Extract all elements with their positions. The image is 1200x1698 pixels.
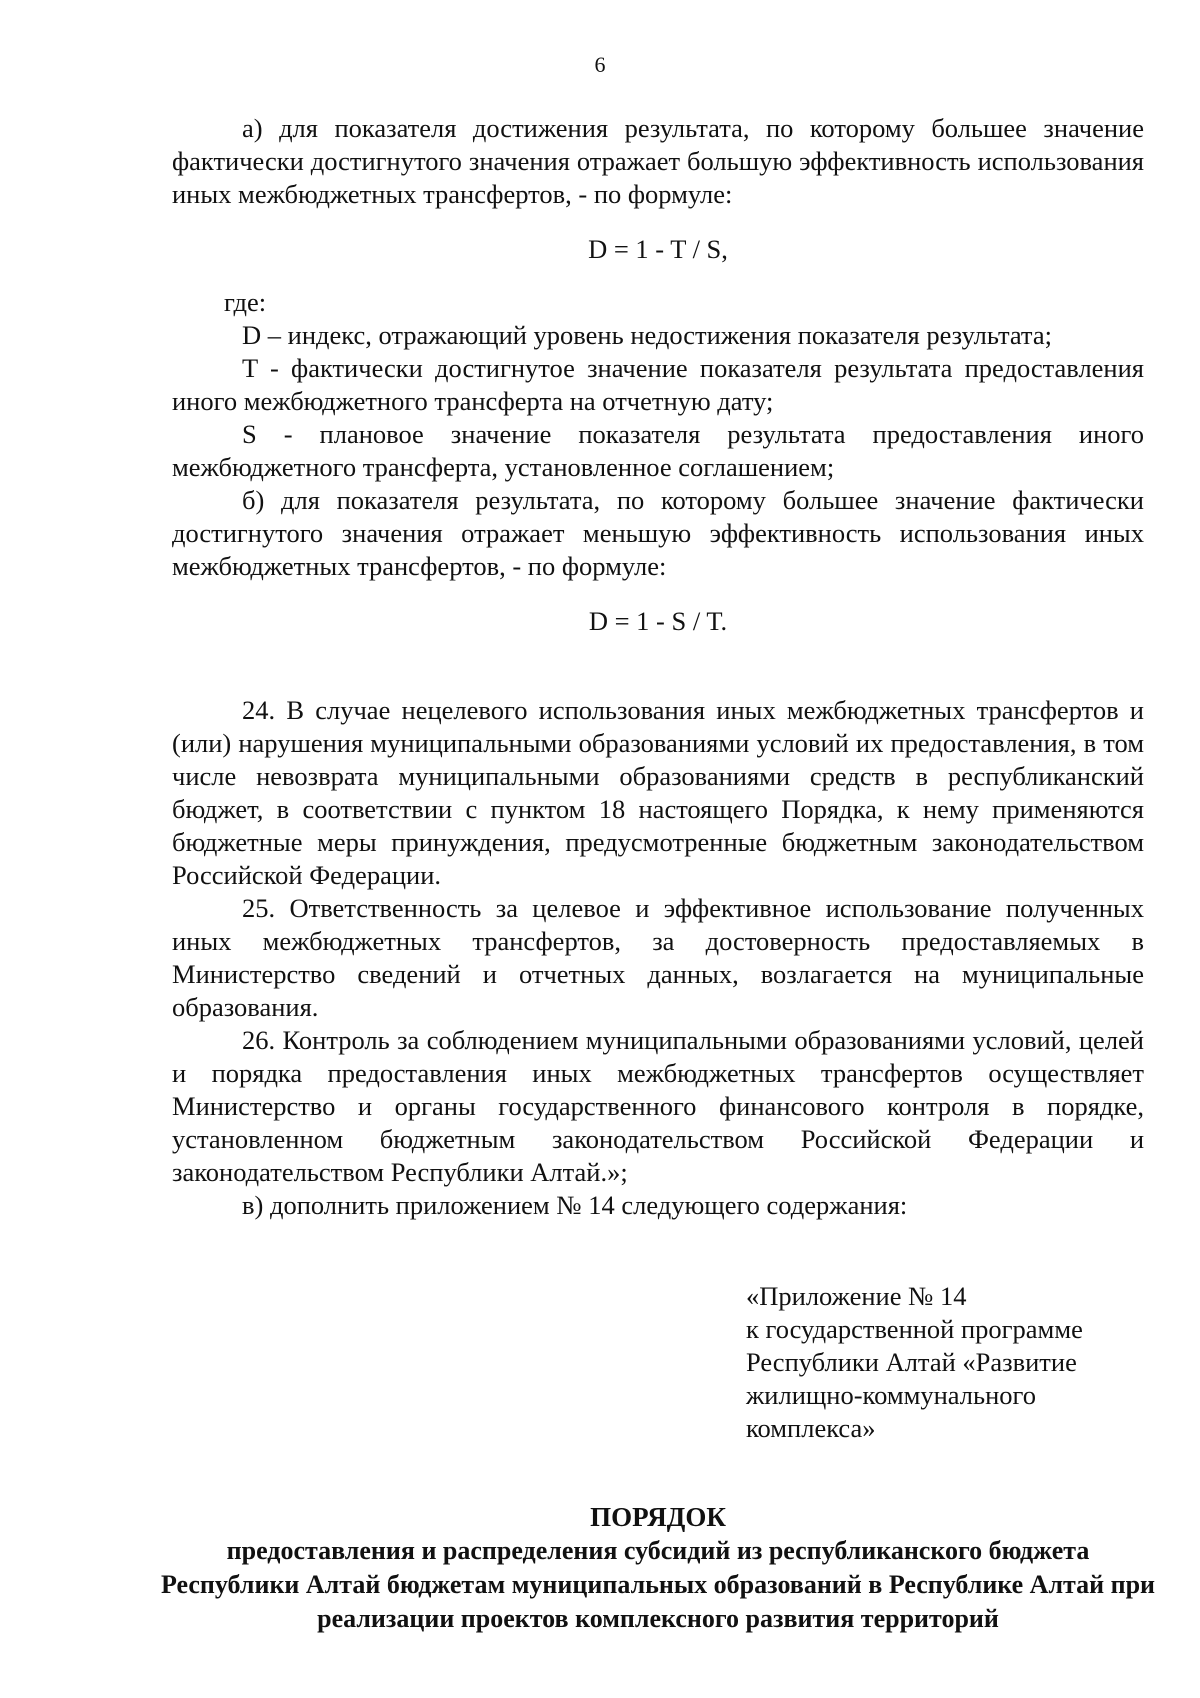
paragraph-26: 26. Контроль за соблюдением муниципальными образованиями условий, целей и порядка предоставления иных межбюджетных трансфертов осуществляет Министерство и органы государственного финансового контроля в порядке, установленном бюджетным законодательством Российской Федерации и законодательством Республики Алтай.»; (172, 1025, 1144, 1187)
appendix-line: «Приложение № 14 (746, 1281, 967, 1311)
paragraph-25: 25. Ответственность за целевое и эффективное использование полученных иных межбюджетных трансфертов, за достоверность предоставляемых в Министерство сведений и отчетных данных, возлагается на муниципальные образования. (172, 893, 1144, 1022)
appendix-header (746, 1280, 1146, 1445)
appendix-line: Республики Алтай «Развитие (746, 1347, 1077, 1377)
order-title: ПОРЯДОК (590, 1502, 726, 1532)
formula-2: D = 1 - S / T. (588, 606, 728, 636)
definition-s: S - плановое значение показателя результата предоставления иного межбюджетного трансферта, установленное соглашением; (172, 419, 1144, 482)
appendix-line: жилищно-коммунального (746, 1380, 1036, 1410)
definition-d: D – индекс, отражающий уровень недостижения показателя результата; (242, 320, 1052, 350)
definition-t: T - фактически достигнутое значение показателя результата предоставления иного межбюджетного трансферта на отчетную дату; (172, 353, 1144, 416)
appendix-line: комплекса» (746, 1413, 876, 1443)
paragraph-24: 24. В случае нецелевого использования иных межбюджетных трансфертов и (или) нарушения муниципальными образованиями условий их предоставления, в том числе невозврата муниципальными образованиями средств в республиканский бюджет, в соответствии с пунктом 18 настоящего Порядка, к нему применяются бюджетные меры принуждения, предусмотренные бюджетным законодательством Российской Федерации. (172, 695, 1144, 890)
where-label: где: (224, 287, 267, 317)
paragraph-b: б) для показателя результата, по которому большее значение фактически достигнутого значения отражает меньшую эффективность использования иных межбюджетных трансфертов, - по формуле: (172, 485, 1144, 581)
order-subtitle: предоставления и распределения субсидий из республиканского бюджета Республики Алтай бюджетам муниципальных образований в Республике Алтай при реализации проектов комплексного развития территорий (160, 1536, 1156, 1633)
formula-1: D = 1 - T / S, (588, 234, 728, 264)
paragraph-a: а) для показателя достижения результата, по которому большее значение фактически достигнутого значения отражает большую эффективность использования иных межбюджетных трансфертов, - по формуле: (172, 113, 1144, 209)
page-number: 6 (594, 52, 606, 77)
appendix-line: к государственной программе (746, 1314, 1083, 1344)
document-body (160, 112, 1156, 1636)
paragraph-v: в) дополнить приложением № 14 следующего содержания: (242, 1190, 908, 1220)
